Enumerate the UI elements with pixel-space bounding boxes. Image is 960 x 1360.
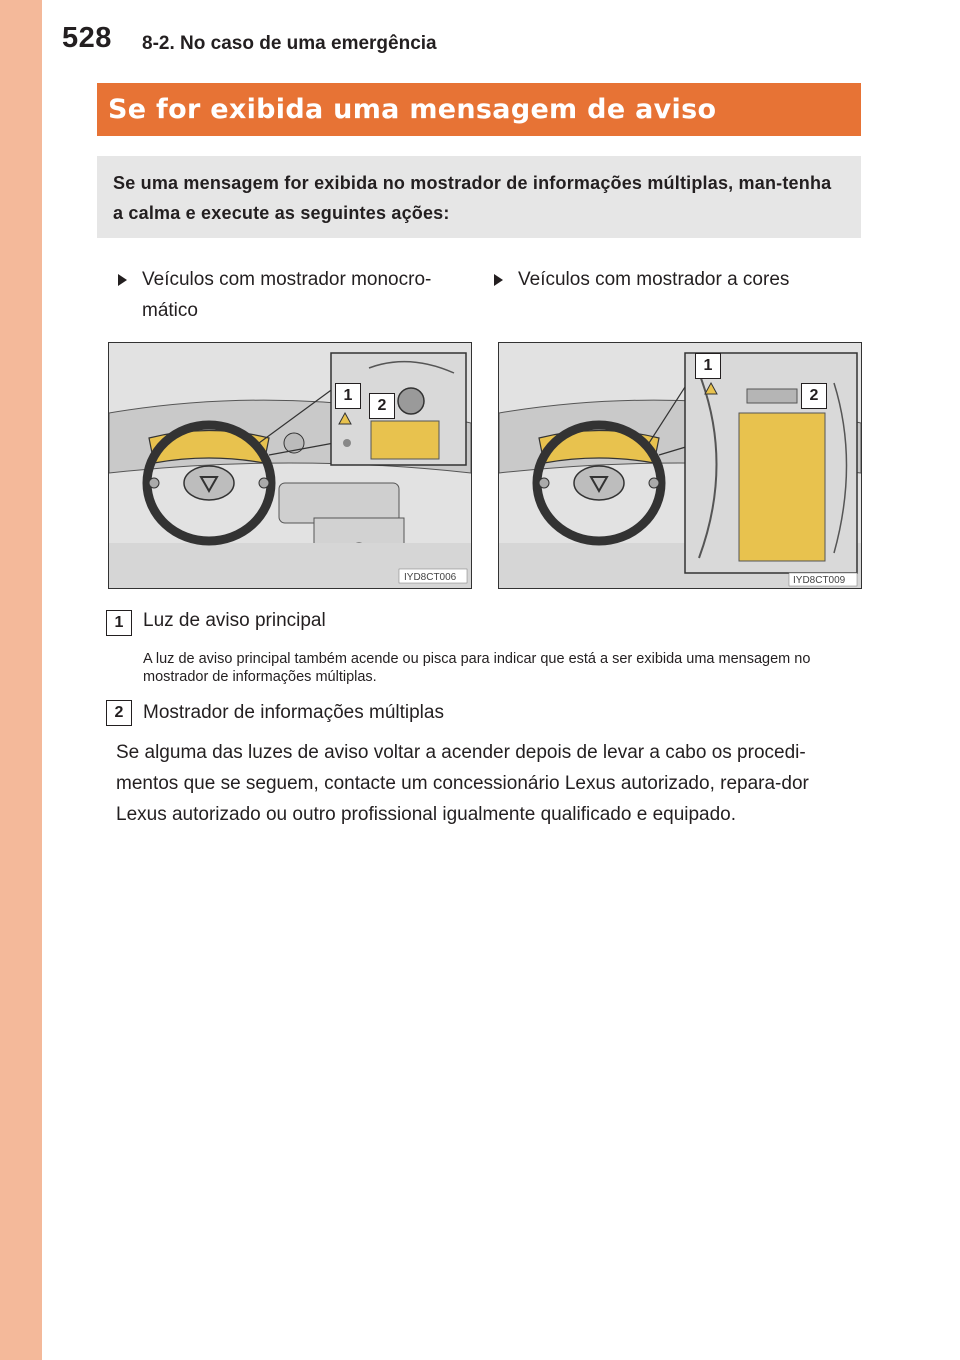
heading-bar: Se for exibida uma mensagem de aviso — [97, 83, 861, 136]
callout-1: 1 — [335, 383, 361, 409]
callout-1: 1 — [695, 353, 721, 379]
highlight-display-monochrome — [371, 421, 439, 459]
item-1-number: 1 — [106, 610, 132, 636]
triangle-bullet-icon — [494, 274, 503, 286]
illustration-monochrome — [108, 342, 472, 589]
highlight-display-color — [739, 413, 825, 561]
figure-code: IYD8CT006 — [404, 572, 457, 583]
section-title: 8-2. No caso de uma emergência — [142, 33, 437, 54]
callout-2: 2 — [369, 393, 395, 419]
right-column-label-text: Veículos com mostrador a cores — [518, 269, 790, 290]
dashboard-drawing-color — [499, 343, 861, 588]
item-2-label: Mostrador de informações múltiplas — [143, 702, 444, 723]
illustration-color — [498, 342, 862, 589]
intro-box — [97, 156, 861, 238]
left-column-label — [118, 264, 468, 326]
body-paragraph: Se alguma das luzes de aviso voltar a acender depois de levar a cabo os procedi-mentos que se seguem, contacte um concessionário Lexus autorizado, repara-dor Lexus autorizado ou outro profissional igualmente qualificado e equipado. — [116, 742, 809, 825]
figure-code: IYD8CT009 — [793, 575, 846, 586]
item-1-label: Luz de aviso principal — [143, 610, 326, 631]
item-1-description: A luz de aviso principal também acende ou pisca para indicar que está a ser exibida uma mensagem no mostrador de informações múltiplas. — [143, 651, 811, 685]
right-column-label — [494, 264, 854, 295]
dashboard-drawing-monochrome — [109, 343, 471, 588]
intro-text: Se uma mensagem for exibida no mostrador de informações múltiplas, man-tenha a calma e execute as seguintes ações: — [113, 173, 832, 223]
triangle-bullet-icon — [118, 274, 127, 286]
left-column-label-text: Veículos com mostrador monocro-mático — [142, 269, 432, 321]
callout-2: 2 — [801, 383, 827, 409]
side-strip — [0, 0, 42, 1360]
item-2-number: 2 — [106, 700, 132, 726]
page-number: 528 — [62, 22, 112, 54]
